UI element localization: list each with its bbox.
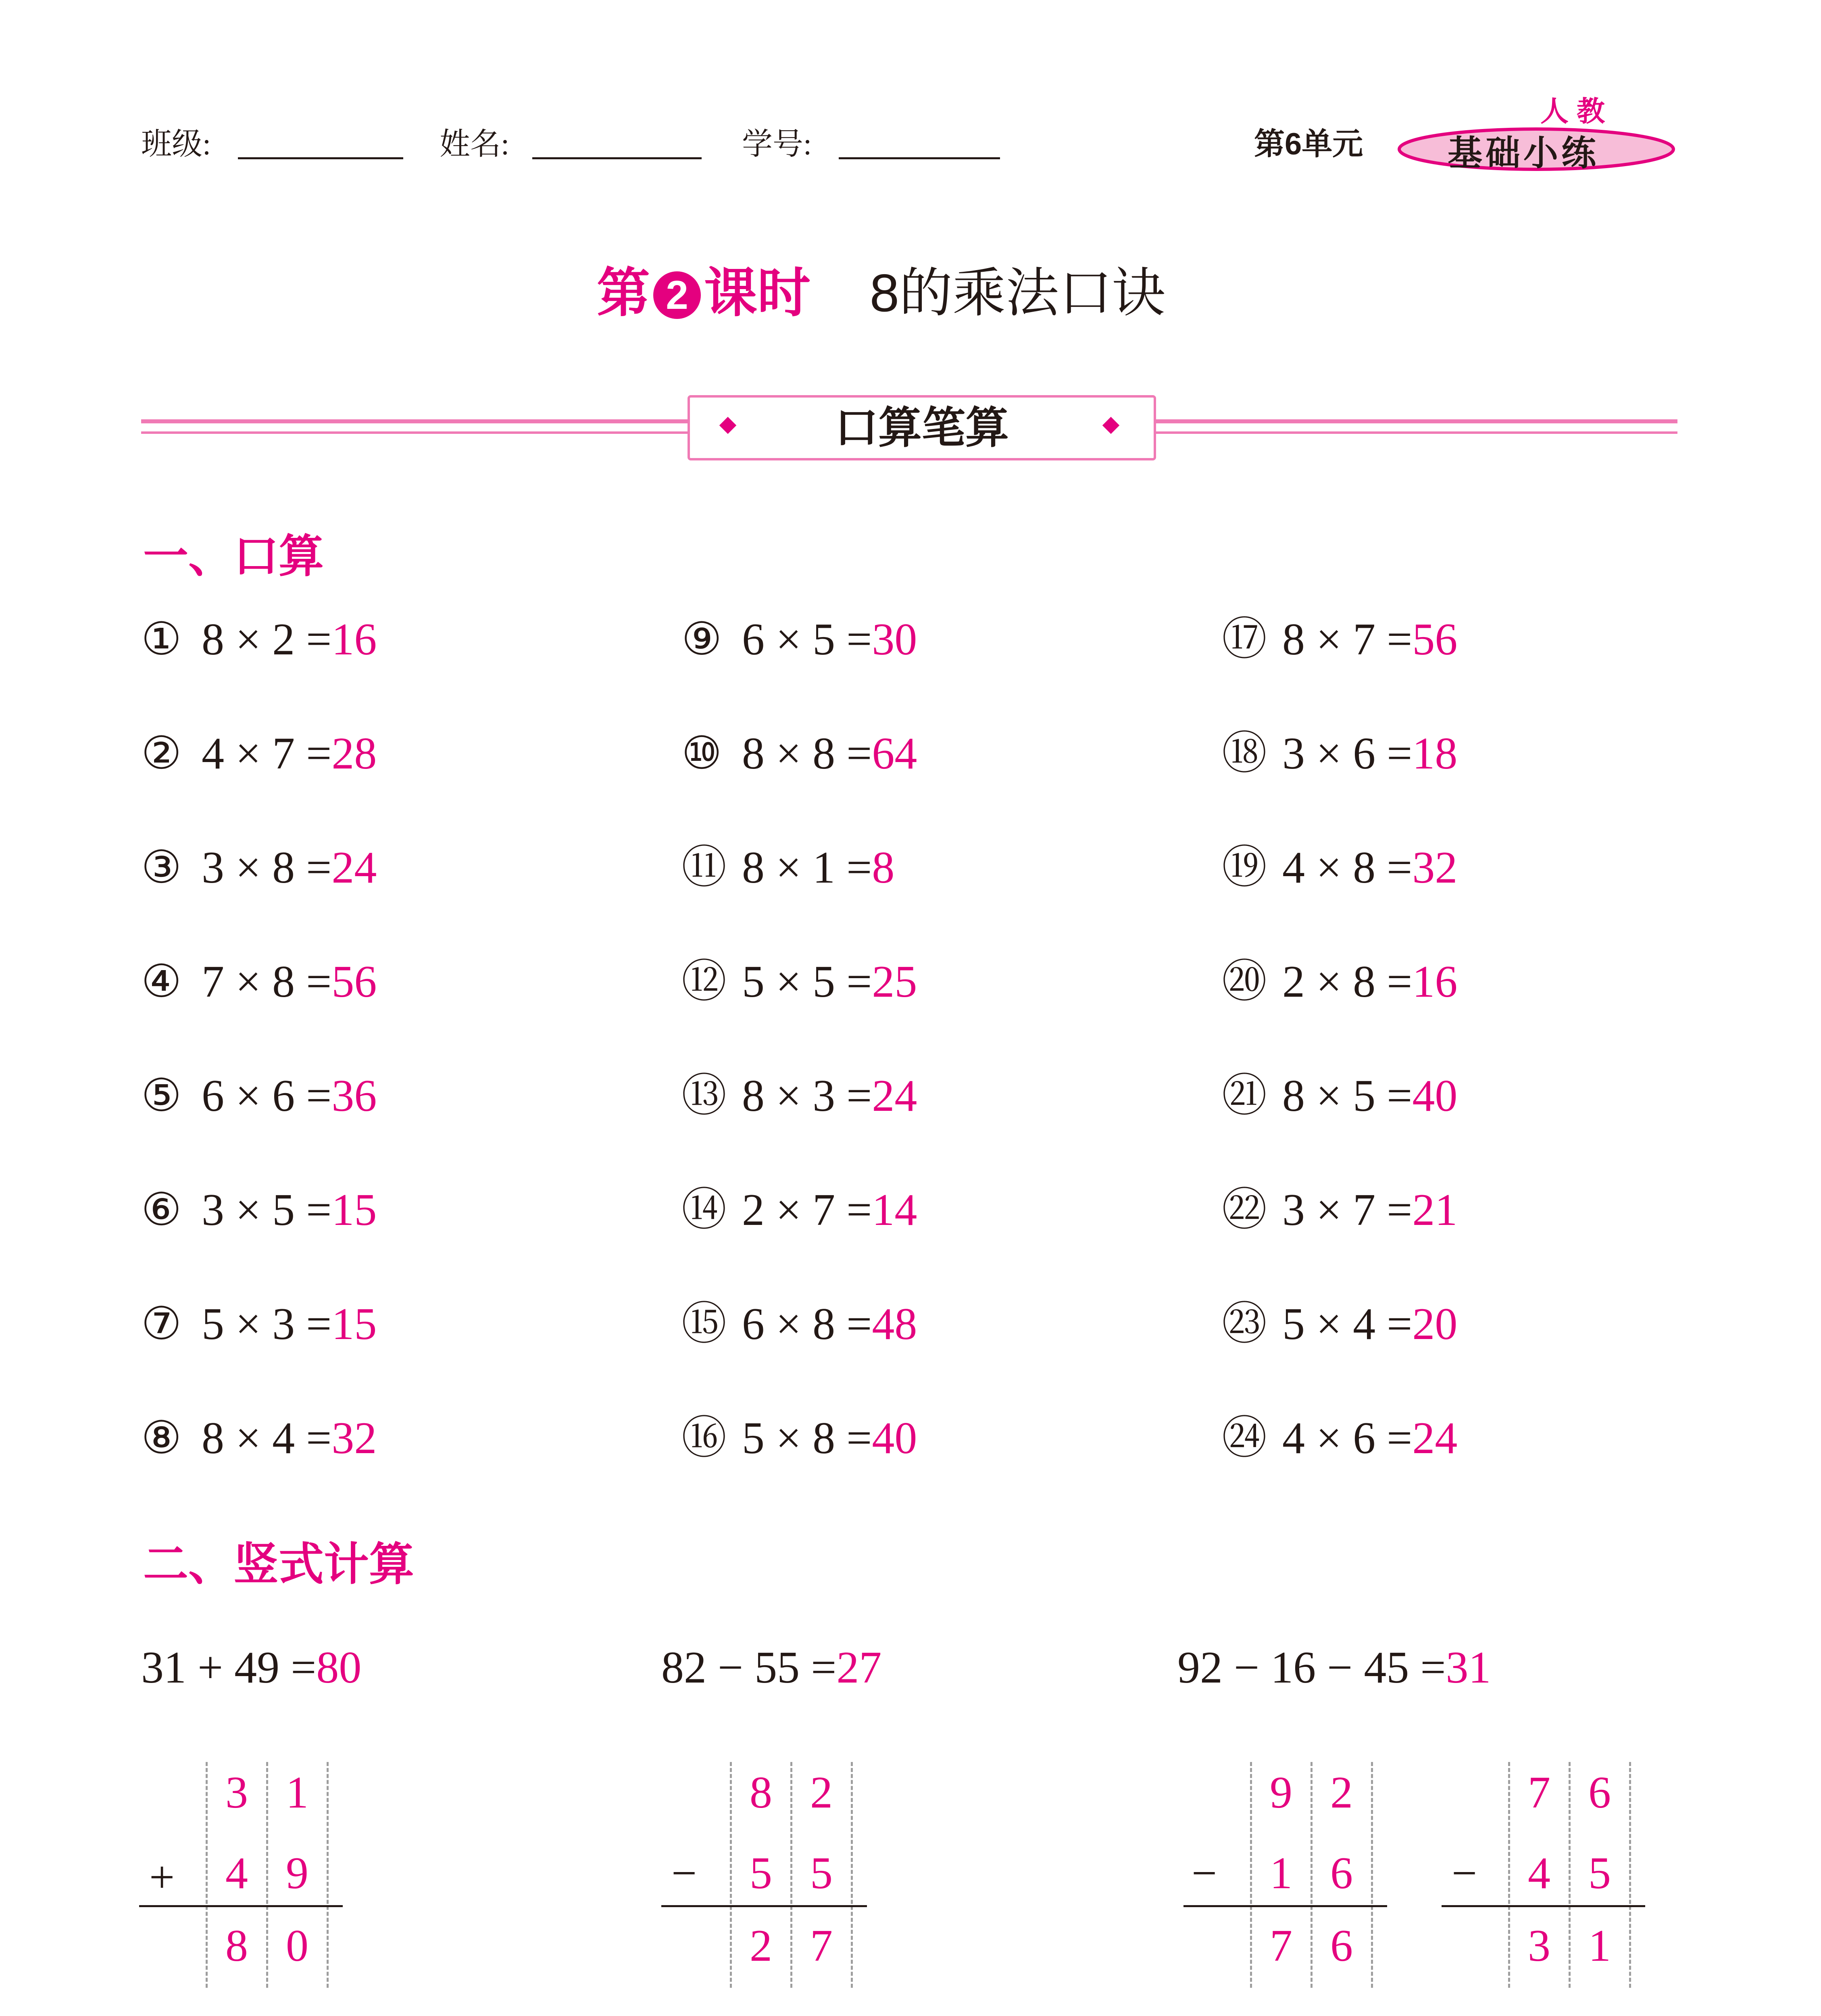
digit: 7: [1528, 1768, 1550, 1818]
digit: 2: [1330, 1768, 1353, 1818]
oral-item: ⑥ 3 × 5 =15: [141, 1185, 377, 1235]
class-field[interactable]: [238, 157, 403, 159]
oral-item: ⑫ 5 × 5 =25: [681, 957, 917, 1007]
answer: 16: [1412, 957, 1458, 1007]
oral-item: ⑧ 8 × 4 =32: [141, 1413, 377, 1463]
digit: 2: [810, 1768, 833, 1818]
section2-heading: 二、竖式计算: [143, 1539, 414, 1589]
digit: 2: [750, 1921, 772, 1971]
sum-rule: [1442, 1905, 1645, 1907]
lesson-title: [597, 250, 1165, 327]
answer: 30: [872, 614, 917, 664]
oral-item: ⑤ 6 × 6 =36: [141, 1071, 377, 1121]
vertical-problem: 92 − 16 − 45 =31: [1177, 1643, 1491, 1693]
digit: 6: [1330, 1848, 1353, 1898]
title-prefix: 第: [597, 263, 650, 323]
answer: 16: [331, 614, 377, 664]
band-line-right-2: [1153, 431, 1677, 434]
sum-rule: [139, 1905, 343, 1907]
answer: 40: [1412, 1071, 1458, 1121]
oral-item: ㉓ 5 × 4 =20: [1222, 1299, 1458, 1349]
vertical-problem: 31 + 49 =80: [141, 1643, 362, 1693]
answer: 15: [331, 1299, 377, 1349]
answer: 14: [872, 1185, 917, 1235]
name-field[interactable]: [532, 157, 702, 159]
answer: 18: [1412, 729, 1458, 779]
band-label: [688, 395, 1156, 460]
digit: 5: [810, 1848, 833, 1898]
digit: 0: [286, 1921, 308, 1971]
title-suffix: 课时: [704, 263, 810, 323]
section1-heading: 一、口算: [143, 531, 324, 581]
operator: −: [671, 1848, 697, 1898]
digit: 4: [225, 1848, 248, 1898]
oral-item: ⑦ 5 × 3 =15: [141, 1299, 377, 1349]
operator: −: [1192, 1848, 1217, 1898]
number-field[interactable]: [839, 157, 1000, 159]
answer: 27: [836, 1643, 882, 1693]
digit: 3: [1528, 1921, 1550, 1971]
operator: +: [149, 1852, 175, 1902]
answer: 24: [1412, 1413, 1458, 1463]
digit: 1: [1270, 1848, 1292, 1898]
operator: −: [1452, 1848, 1477, 1898]
vertical-problem: 82 − 55 =27: [661, 1643, 882, 1693]
sum-rule: [1183, 1905, 1387, 1907]
oral-item: ⑬ 8 × 3 =24: [681, 1071, 917, 1121]
oral-item: ⑩ 8 × 8 =64: [681, 729, 917, 779]
oral-item: ④ 7 × 8 =56: [141, 957, 377, 1007]
oral-item: ㉒ 3 × 7 =21: [1222, 1185, 1458, 1235]
answer: 31: [1446, 1643, 1491, 1693]
oral-item: ② 4 × 7 =28: [141, 729, 377, 779]
answer: 8: [872, 843, 895, 893]
digit: 5: [1588, 1848, 1611, 1898]
digit: 1: [1588, 1921, 1611, 1971]
answer: 24: [872, 1071, 917, 1121]
number-label: 学号:: [742, 127, 812, 161]
digit: 9: [286, 1848, 308, 1898]
band-line-left-1: [141, 419, 694, 423]
digit: 6: [1588, 1768, 1611, 1818]
brand-title: 基础小练: [1448, 134, 1599, 173]
answer: 64: [872, 729, 917, 779]
oral-item: ⑮ 6 × 8 =48: [681, 1299, 917, 1349]
class-label: 班级:: [141, 127, 211, 161]
answer: 28: [331, 729, 377, 779]
sum-rule: [661, 1905, 867, 1907]
answer: 25: [872, 957, 917, 1007]
digit: 8: [225, 1921, 248, 1971]
oral-item: ⑰ 8 × 7 =56: [1222, 614, 1458, 664]
answer: 15: [331, 1185, 377, 1235]
digit: 6: [1330, 1921, 1353, 1971]
oral-item: ㉔ 4 × 6 =24: [1222, 1413, 1458, 1463]
answer: 56: [1412, 614, 1458, 664]
oral-item: ③ 3 × 8 =24: [141, 843, 377, 893]
answer: 21: [1412, 1185, 1458, 1235]
title-topic: 8的乘法口诀: [869, 263, 1166, 323]
title-number-badge: 2: [653, 271, 701, 319]
oral-item: ㉑ 8 × 5 =40: [1222, 1071, 1458, 1121]
digit: 8: [750, 1768, 772, 1818]
band-line-right-1: [1153, 419, 1677, 423]
band-label-text: 口算笔算: [834, 403, 1009, 452]
answer: 32: [331, 1413, 377, 1463]
answer: 20: [1412, 1299, 1458, 1349]
answer: 40: [872, 1413, 917, 1463]
answer: 32: [1412, 843, 1458, 893]
answer: 36: [331, 1071, 377, 1121]
answer: 48: [872, 1299, 917, 1349]
oral-item: ⑭ 2 × 7 =14: [681, 1185, 917, 1235]
unit-label: 第6单元: [1254, 127, 1363, 161]
digit: 1: [286, 1768, 308, 1818]
digit: 4: [1528, 1848, 1550, 1898]
digit: 3: [225, 1768, 248, 1818]
digit: 9: [1270, 1768, 1292, 1818]
answer: 56: [331, 957, 377, 1007]
digit: 5: [750, 1848, 772, 1898]
digit: 7: [810, 1921, 833, 1971]
brand-top: 人教: [1540, 96, 1613, 127]
oral-item: ① 8 × 2 =16: [141, 614, 377, 664]
name-label: 姓名:: [440, 127, 510, 161]
oral-item: ⑨ 6 × 5 =30: [681, 614, 917, 664]
oral-item: ⑪ 8 × 1 =8: [681, 843, 895, 893]
oral-item: ⑱ 3 × 6 =18: [1222, 729, 1458, 779]
band-line-left-2: [141, 431, 694, 434]
oral-item: ⑲ 4 × 8 =32: [1222, 843, 1458, 893]
oral-item: ⑯ 5 × 8 =40: [681, 1413, 917, 1463]
answer: 24: [331, 843, 377, 893]
oral-item: ⑳ 2 × 8 =16: [1222, 957, 1458, 1007]
digit: 7: [1270, 1921, 1292, 1971]
answer: 80: [316, 1643, 362, 1693]
